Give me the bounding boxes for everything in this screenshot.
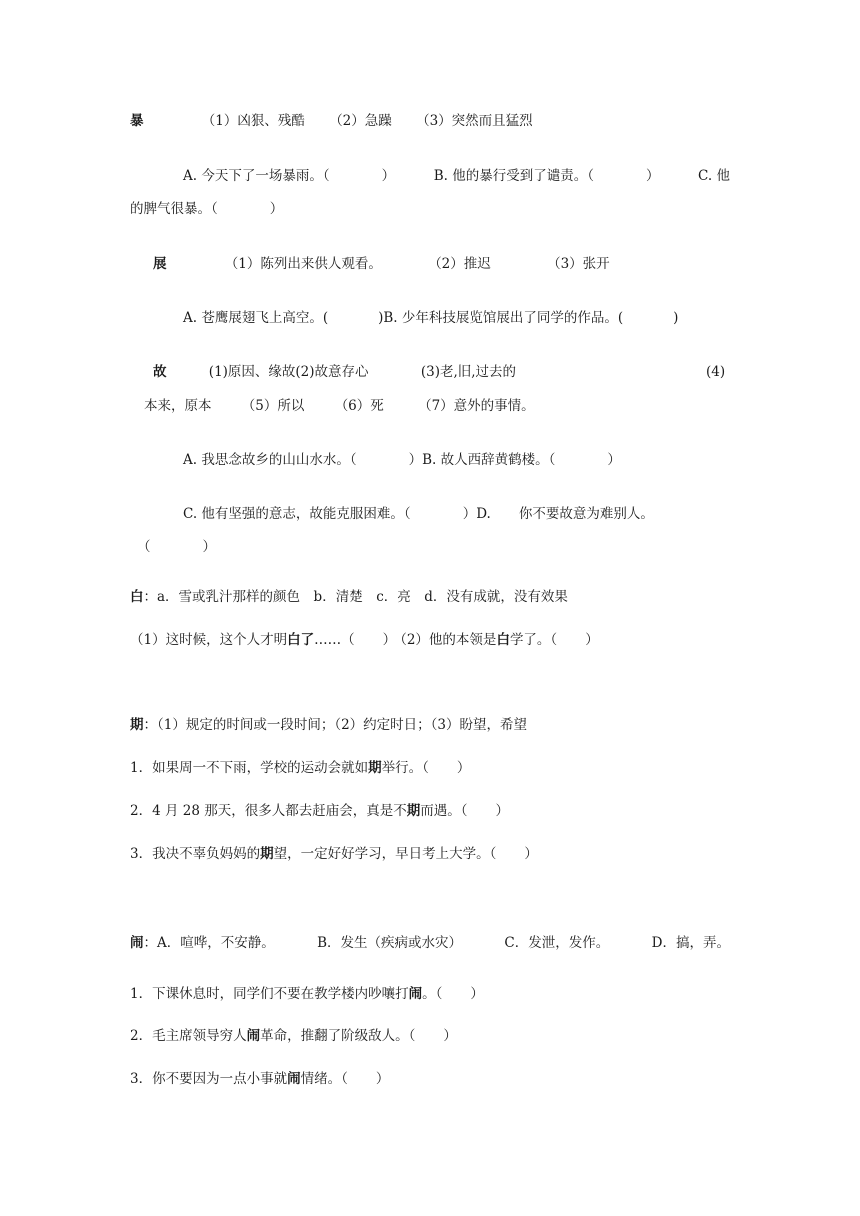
nao-question-2: 2．毛主席领导穷人闹革命，推翻了阶级敌人。（ ） bbox=[130, 1028, 457, 1044]
qi-header bbox=[130, 716, 527, 734]
gu-question-line-2: C. 他有坚强的意志，故能克服困难。（ ）D. 你不要故意为难别人。 bbox=[183, 506, 654, 522]
zhan-header bbox=[153, 255, 610, 273]
nao-question-1: 1．下课休息时，同学们不要在教学楼内吵嚷打闹。（ ） bbox=[130, 986, 484, 1002]
gu-question-d-paren: （ ） bbox=[137, 539, 216, 555]
zhan-meaning-2: （2）推迟 bbox=[428, 256, 491, 272]
bai-definitions: ：a．雪或乳汁那样的颜色 b．清楚 c．亮 d．没有成就，没有效果 bbox=[143, 589, 568, 605]
gu-question-d: D. bbox=[476, 506, 491, 522]
bai-char: 白 bbox=[130, 589, 144, 605]
gu-meaning-3: (3)老,旧,过去的 bbox=[420, 364, 517, 380]
bao-question-c-cont: 的脾气很暴。（ ） bbox=[130, 201, 284, 217]
bao-question-line: A. 今天下了一场暴雨。（ ） B. 他的暴行受到了谴责。（ ） C. 他 bbox=[183, 168, 730, 184]
gu-meaning-1-2: (1)原因、缘故(2)故意存心 bbox=[208, 364, 369, 380]
zhan-meaning-1: （1）陈列出来供人观看。 bbox=[224, 256, 382, 272]
nao-meaning-d: D．搞，弄。 bbox=[651, 935, 730, 951]
bao-meaning-1: （1）凶狠、残酷 bbox=[201, 113, 305, 129]
nao-question-3: 3．你不要因为一点小事就闹情绪。（ ） bbox=[130, 1071, 390, 1087]
qi-question-3: 3．我决不辜负妈妈的期望，一定好好学习，早日考上大学。（ ） bbox=[130, 846, 538, 862]
qi-definitions: ：（1）规定的时间或一段时间；（2）约定时日；（3）盼望，希望 bbox=[143, 717, 528, 733]
nao-meaning-b: B．发生（疾病或水灾） bbox=[317, 935, 463, 951]
zhan-question-a: A. 苍鹰展翅飞上高空。( bbox=[183, 310, 329, 326]
bai-header bbox=[130, 588, 568, 606]
gu-question-line-1: A. 我思念故乡的山山水水。（ ）B. 故人西辞黄鹤楼。（ ） bbox=[183, 452, 621, 468]
bai-question-line: （1）这时候，这个人才明白了……（ ） （2）他的本领是白学了。（ ） bbox=[130, 632, 599, 648]
qi-question-1: 1．如果周一不下雨，学校的运动会就如期举行。（ ） bbox=[130, 760, 471, 776]
gu-header bbox=[153, 363, 516, 381]
bao-meaning-2: （2）急躁 bbox=[329, 113, 392, 129]
gu-meaning-4: (4) bbox=[706, 364, 726, 380]
gu-question-a: A. 我思念故乡的山山水水。（ bbox=[183, 452, 357, 468]
gu-meaning-6: （6）死 bbox=[334, 398, 384, 414]
gu-meaning-line-2 bbox=[144, 397, 535, 415]
bao-question-b: B. 他的暴行受到了谴责。（ bbox=[433, 168, 594, 184]
bao-question-c: C. 他 bbox=[698, 168, 730, 184]
gu-question-d-text: 你不要故意为难别人。 bbox=[518, 506, 654, 522]
qi-question-2: 2．4 月 28 那天，很多人都去赶庙会，真是不期而遇。（ ） bbox=[130, 803, 509, 819]
zhan-char: 展 bbox=[153, 256, 167, 272]
gu-question-b: B. 故人西辞黄鹤楼。（ bbox=[422, 452, 556, 468]
nao-meaning-c: C．发泄，发作。 bbox=[504, 935, 610, 951]
qi-char: 期 bbox=[130, 717, 144, 733]
bao-meaning-3: （3）突然而且猛烈 bbox=[416, 113, 533, 129]
bao-header bbox=[130, 112, 533, 130]
gu-meaning-7: （7）意外的事情。 bbox=[418, 398, 535, 414]
nao-char: 闹 bbox=[130, 935, 144, 951]
nao-meaning-a: ：A．喧哗，不安静。 bbox=[143, 935, 275, 951]
zhan-meaning-3: （3）张开 bbox=[547, 256, 610, 272]
gu-question-c: C. 他有坚强的意志，故能克服困难。（ bbox=[183, 506, 411, 522]
zhan-question-b: )B. 少年科技展览馆展出了同学的作品。( bbox=[378, 310, 624, 326]
bao-char: 暴 bbox=[130, 113, 144, 129]
gu-char: 故 bbox=[153, 364, 167, 380]
zhan-question-line: A. 苍鹰展翅飞上高空。( )B. 少年科技展览馆展出了同学的作品。( ) bbox=[183, 310, 679, 326]
gu-meaning-5: （5）所以 bbox=[241, 398, 305, 414]
gu-meaning-4-cont: 本来，原本 bbox=[144, 398, 212, 414]
nao-header bbox=[130, 934, 730, 952]
bao-question-a: A. 今天下了一场暴雨。（ bbox=[183, 168, 330, 184]
